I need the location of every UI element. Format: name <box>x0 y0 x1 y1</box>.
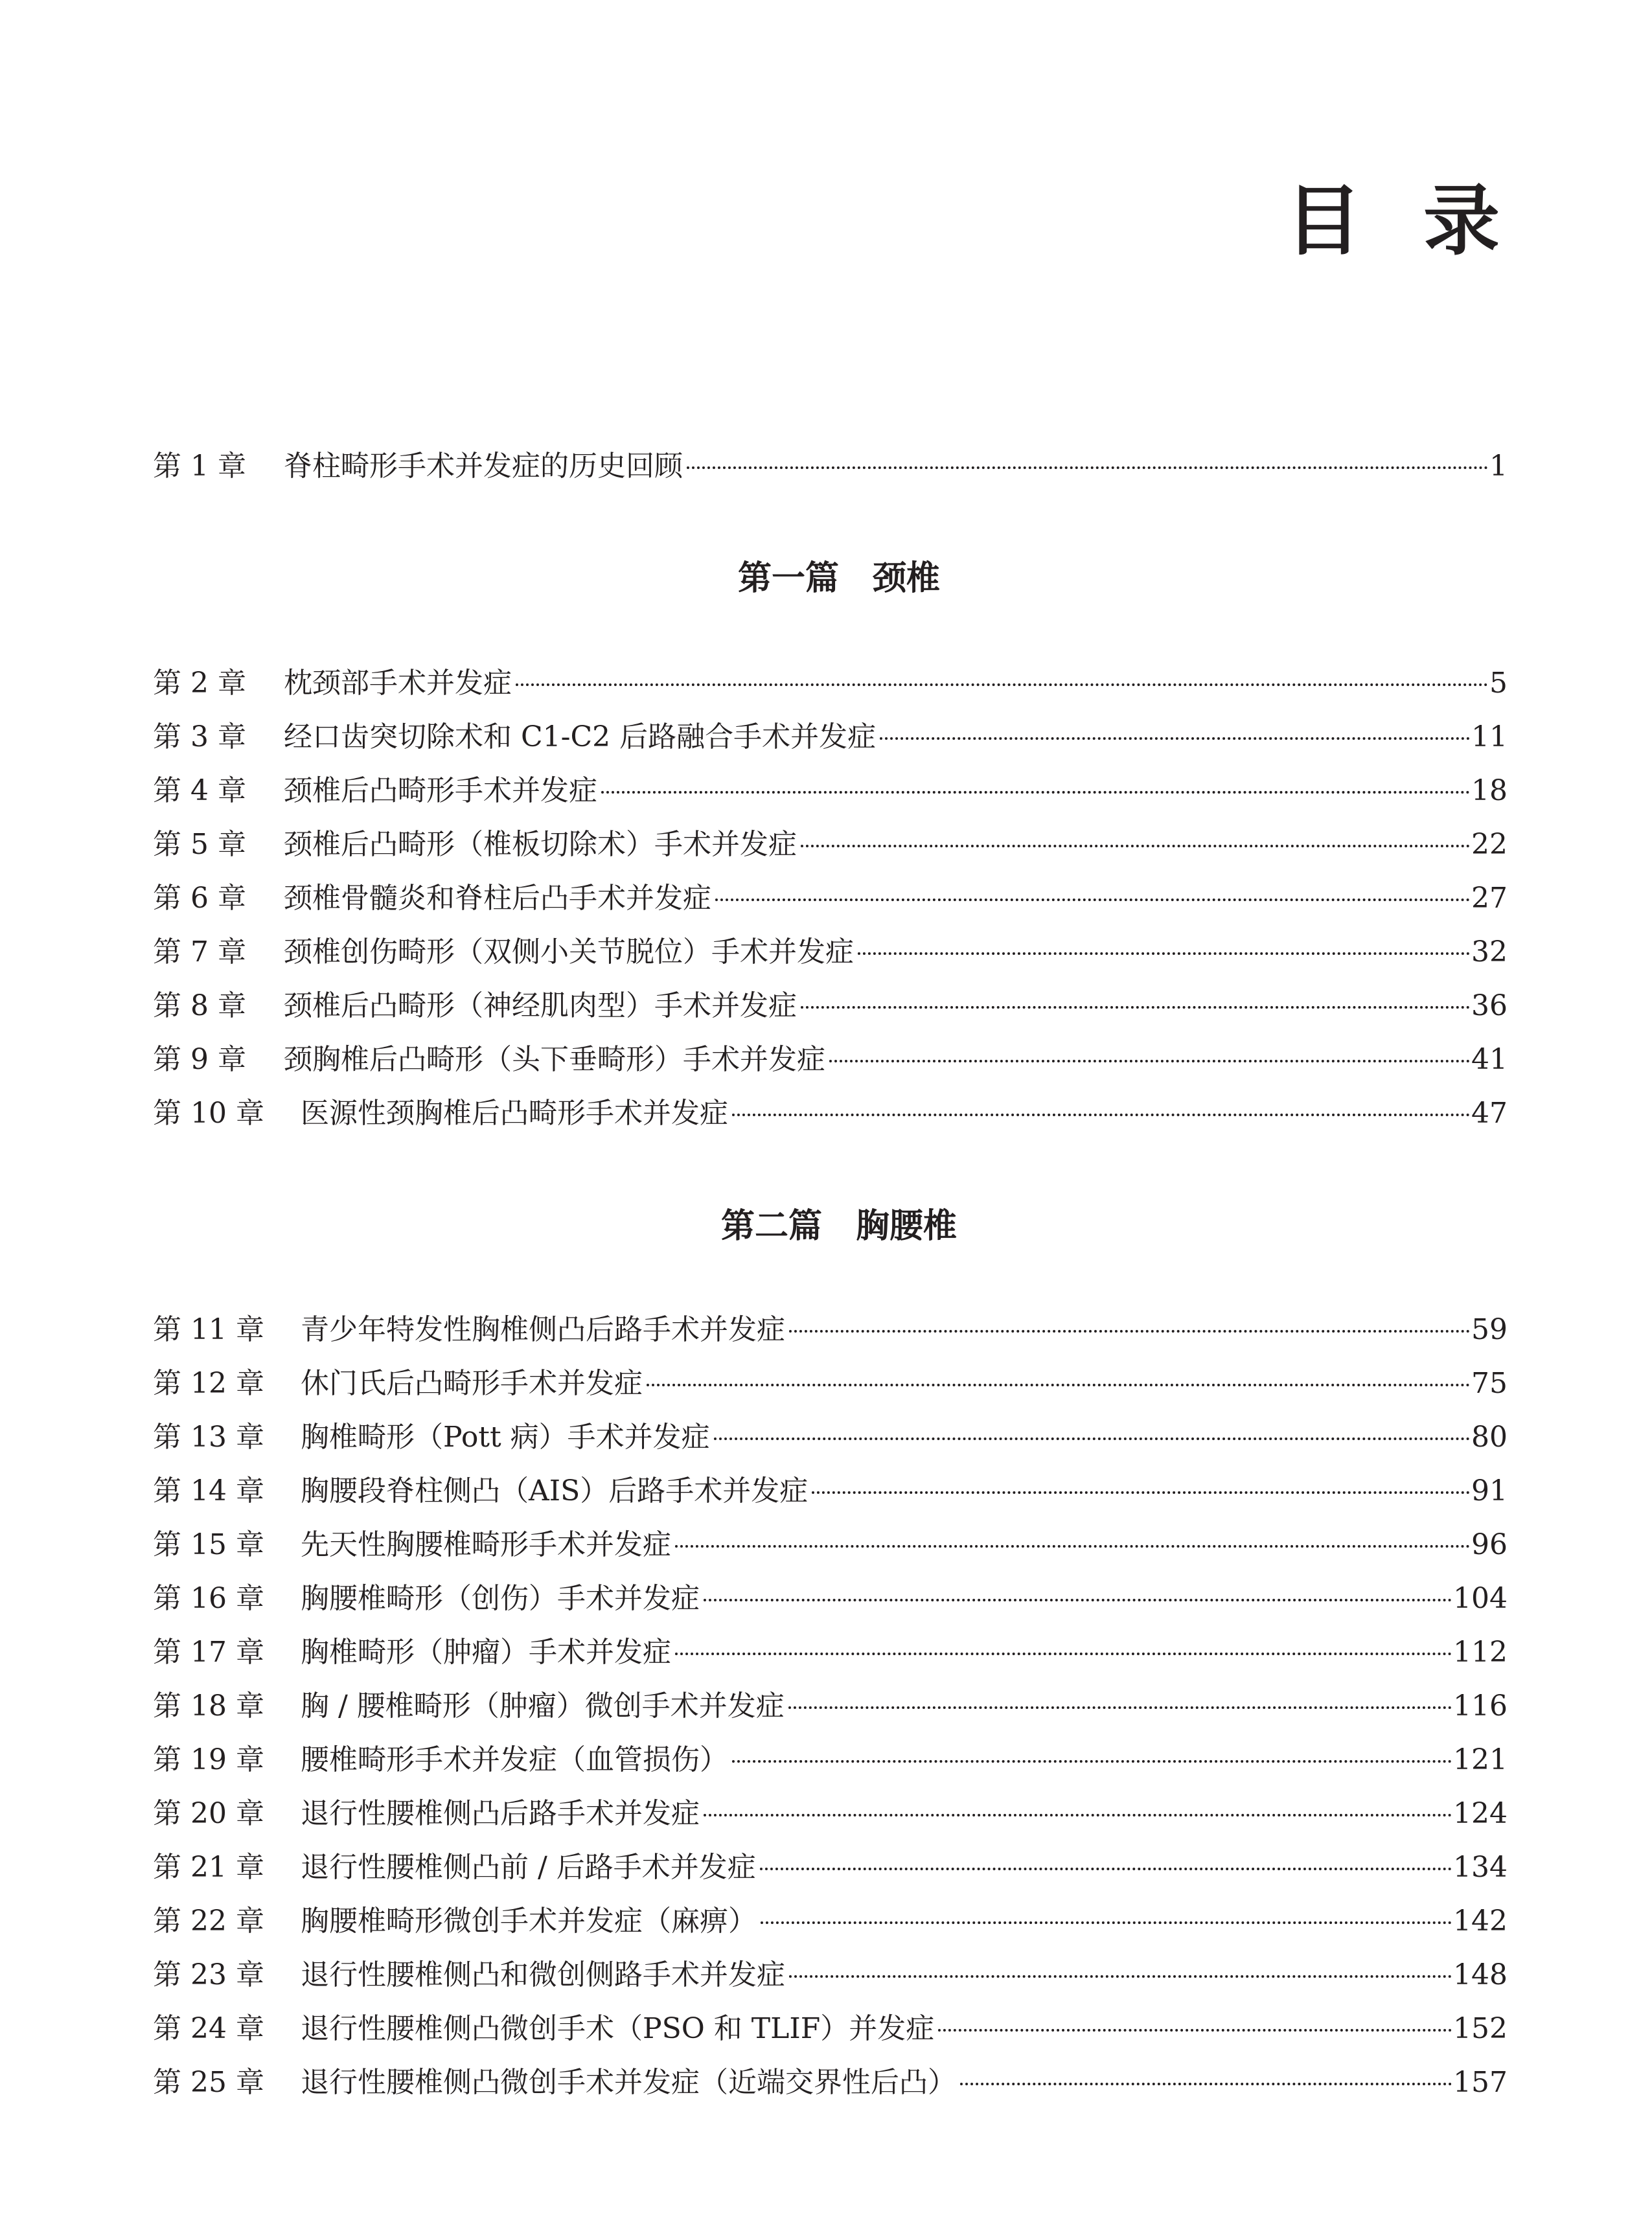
chapter-number: 第 3 章 <box>153 720 246 753</box>
chapter-number: 第 20 章 <box>153 1797 264 1830</box>
chapter-title: 颈椎创伤畸形（双侧小关节脱位）手术并发症 <box>284 935 854 968</box>
toc-entry-chapter-4[interactable] <box>153 772 1508 810</box>
dot-leader <box>829 1060 1470 1062</box>
chapter-number: 第 24 章 <box>153 2012 264 2045</box>
dot-leader <box>801 1006 1470 1009</box>
chapter-number: 第 23 章 <box>153 1958 264 1991</box>
chapter-title: 退行性腰椎侧凸微创手术（PSO 和 TLIF）并发症 <box>301 2012 935 2045</box>
dot-leader <box>704 1599 1452 1601</box>
page-number: 75 <box>1471 1367 1508 1400</box>
dot-leader <box>789 1975 1452 1978</box>
toc-entry-chapter-17[interactable] <box>153 1633 1508 1672</box>
chapter-number: 第 7 章 <box>153 935 246 968</box>
chapter-number: 第 22 章 <box>153 1905 264 1938</box>
chapter-number: 第 9 章 <box>153 1043 246 1076</box>
dot-leader <box>761 1921 1452 1924</box>
chapter-title: 脊柱畸形手术并发症的历史回顾 <box>284 450 683 483</box>
dot-leader <box>687 466 1488 469</box>
chapter-number: 第 21 章 <box>153 1851 264 1884</box>
page-number: 22 <box>1471 828 1508 861</box>
chapter-number: 第 2 章 <box>153 667 246 700</box>
chapter-number: 第 8 章 <box>153 989 246 1022</box>
page-number: 121 <box>1453 1743 1508 1776</box>
toc-entry-chapter-12[interactable] <box>153 1364 1508 1403</box>
chapter-title: 先天性胸腰椎畸形手术并发症 <box>301 1528 671 1561</box>
toc-entry-chapter-15[interactable] <box>153 1526 1508 1564</box>
dot-leader <box>812 1491 1470 1494</box>
chapter-number: 第 10 章 <box>153 1097 264 1130</box>
page-title <box>1285 175 1500 267</box>
chapter-title: 退行性腰椎侧凸和微创侧路手术并发症 <box>301 1958 785 1991</box>
dot-leader <box>732 1760 1452 1763</box>
part-name: 胸腰椎 <box>856 1206 958 1246</box>
chapter-title: 休门氏后凸畸形手术并发症 <box>301 1367 643 1400</box>
chapter-title: 腰椎畸形手术并发症（血管损伤） <box>301 1743 728 1776</box>
toc-entry-chapter-23[interactable] <box>153 1956 1508 1995</box>
chapter-title: 退行性腰椎侧凸微创手术并发症（近端交界性后凸） <box>301 2066 956 2099</box>
page-number: 112 <box>1453 1636 1508 1669</box>
page-number: 59 <box>1471 1313 1508 1346</box>
toc-entry-chapter-20[interactable] <box>153 1794 1508 1833</box>
dot-leader <box>647 1384 1470 1386</box>
chapter-title: 胸 / 腰椎畸形（肿瘤）微创手术并发症 <box>301 1689 785 1723</box>
dot-leader <box>675 1653 1452 1655</box>
chapter-number: 第 4 章 <box>153 774 246 807</box>
toc-entry-chapter-24[interactable] <box>153 2010 1508 2048</box>
page-number: 104 <box>1453 1582 1508 1615</box>
toc-entry-chapter-10[interactable] <box>153 1094 1508 1133</box>
dot-leader <box>788 1706 1452 1709</box>
chapter-title: 青少年特发性胸椎侧凸后路手术并发症 <box>301 1313 785 1346</box>
toc-entry-chapter-18[interactable] <box>153 1687 1508 1726</box>
part-heading-1 <box>0 556 1652 601</box>
chapter-title: 胸腰椎畸形微创手术并发症（麻痹） <box>301 1905 757 1938</box>
page-number: 134 <box>1453 1851 1508 1884</box>
toc-entry-chapter-22[interactable] <box>153 1902 1508 1941</box>
page-number: 142 <box>1453 1905 1508 1938</box>
chapter-title: 退行性腰椎侧凸后路手术并发症 <box>301 1797 700 1830</box>
toc-entry-chapter-8[interactable] <box>153 987 1508 1025</box>
part-label: 第二篇 <box>720 1206 822 1246</box>
page-number: 11 <box>1471 720 1508 753</box>
page-number: 27 <box>1471 882 1508 915</box>
chapter-title: 胸腰段脊柱侧凸（AIS）后路手术并发症 <box>301 1474 809 1507</box>
chapter-number: 第 13 章 <box>153 1421 264 1454</box>
dot-leader <box>601 791 1470 794</box>
chapter-title: 颈胸椎后凸畸形（头下垂畸形）手术并发症 <box>284 1043 825 1076</box>
chapter-number: 第 16 章 <box>153 1582 264 1615</box>
chapter-title: 胸腰椎畸形（创伤）手术并发症 <box>301 1582 700 1615</box>
toc-entry-chapter-21[interactable] <box>153 1848 1508 1887</box>
dot-leader <box>714 1437 1470 1440</box>
toc-entry-chapter-25[interactable] <box>153 2063 1508 2102</box>
page-title-char-1: 目 <box>1285 176 1362 266</box>
chapter-title: 胸椎畸形（Pott 病）手术并发症 <box>301 1421 710 1454</box>
toc-entry-chapter-3[interactable] <box>153 718 1508 757</box>
part-heading-2 <box>0 1204 1652 1249</box>
toc-entry-chapter-11[interactable] <box>153 1311 1508 1349</box>
dot-leader <box>704 1814 1452 1816</box>
chapter-title: 枕颈部手术并发症 <box>284 667 512 700</box>
toc-entry-chapter-2[interactable] <box>153 664 1508 703</box>
chapter-title: 颈椎后凸畸形手术并发症 <box>284 774 597 807</box>
page-number: 32 <box>1471 935 1508 968</box>
chapter-title: 颈椎后凸畸形（椎板切除术）手术并发症 <box>284 828 797 861</box>
chapter-number: 第 1 章 <box>153 450 246 483</box>
chapter-number: 第 19 章 <box>153 1743 264 1776</box>
dot-leader <box>858 952 1470 955</box>
part-label: 第一篇 <box>737 558 839 598</box>
chapter-title: 颈椎骨髓炎和脊柱后凸手术并发症 <box>284 882 711 915</box>
chapter-number: 第 6 章 <box>153 882 246 915</box>
page-number: 157 <box>1453 2066 1508 2099</box>
toc-entry-chapter-14[interactable] <box>153 1472 1508 1511</box>
chapter-title: 医源性颈胸椎后凸畸形手术并发症 <box>301 1097 728 1130</box>
chapter-number: 第 5 章 <box>153 828 246 861</box>
dot-leader <box>880 737 1470 740</box>
chapter-number: 第 18 章 <box>153 1689 264 1723</box>
dot-leader <box>715 899 1470 901</box>
toc-entry-chapter-19[interactable] <box>153 1741 1508 1780</box>
dot-leader <box>960 2083 1452 2085</box>
dot-leader <box>516 683 1488 686</box>
toc-entry-chapter-6[interactable] <box>153 879 1508 918</box>
part-name: 颈椎 <box>873 558 941 598</box>
chapter-title: 胸椎畸形（肿瘤）手术并发症 <box>301 1636 671 1669</box>
chapter-number: 第 25 章 <box>153 2066 264 2099</box>
page-number: 116 <box>1453 1689 1508 1723</box>
page-number: 1 <box>1489 450 1508 483</box>
page-number: 152 <box>1453 2012 1508 2045</box>
dot-leader <box>732 1114 1470 1116</box>
page-number: 124 <box>1453 1797 1508 1830</box>
toc-entry-chapter-13[interactable] <box>153 1418 1508 1457</box>
page-number: 36 <box>1471 989 1508 1022</box>
toc-entry-chapter-16[interactable] <box>153 1579 1508 1618</box>
chapter-number: 第 17 章 <box>153 1636 264 1669</box>
dot-leader <box>760 1868 1452 1870</box>
page-number: 5 <box>1489 667 1508 700</box>
dot-leader <box>789 1330 1470 1333</box>
toc-entry-chapter-7[interactable] <box>153 933 1508 972</box>
page-number: 148 <box>1453 1958 1508 1991</box>
chapter-number: 第 12 章 <box>153 1367 264 1400</box>
dot-leader <box>675 1545 1470 1548</box>
page-number: 18 <box>1471 774 1508 807</box>
dot-leader <box>801 845 1470 847</box>
chapter-number: 第 14 章 <box>153 1474 264 1507</box>
page-title-char-2: 录 <box>1423 176 1500 266</box>
chapter-title: 退行性腰椎侧凸前 / 后路手术并发症 <box>301 1851 756 1884</box>
chapter-number: 第 11 章 <box>153 1313 264 1346</box>
toc-entry-chapter-5[interactable] <box>153 825 1508 864</box>
chapter-title: 经口齿突切除术和 C1-C2 后路融合手术并发症 <box>284 720 877 753</box>
dot-leader <box>938 2029 1452 2032</box>
toc-entry-chapter-9[interactable] <box>153 1040 1508 1079</box>
toc-entry-chapter-1[interactable] <box>153 447 1508 486</box>
chapter-number: 第 15 章 <box>153 1528 264 1561</box>
page-number: 91 <box>1471 1474 1508 1507</box>
page-number: 47 <box>1471 1097 1508 1130</box>
chapter-title: 颈椎后凸畸形（神经肌肉型）手术并发症 <box>284 989 797 1022</box>
page-number: 41 <box>1471 1043 1508 1076</box>
page-number: 96 <box>1471 1528 1508 1561</box>
page-number: 80 <box>1471 1421 1508 1454</box>
